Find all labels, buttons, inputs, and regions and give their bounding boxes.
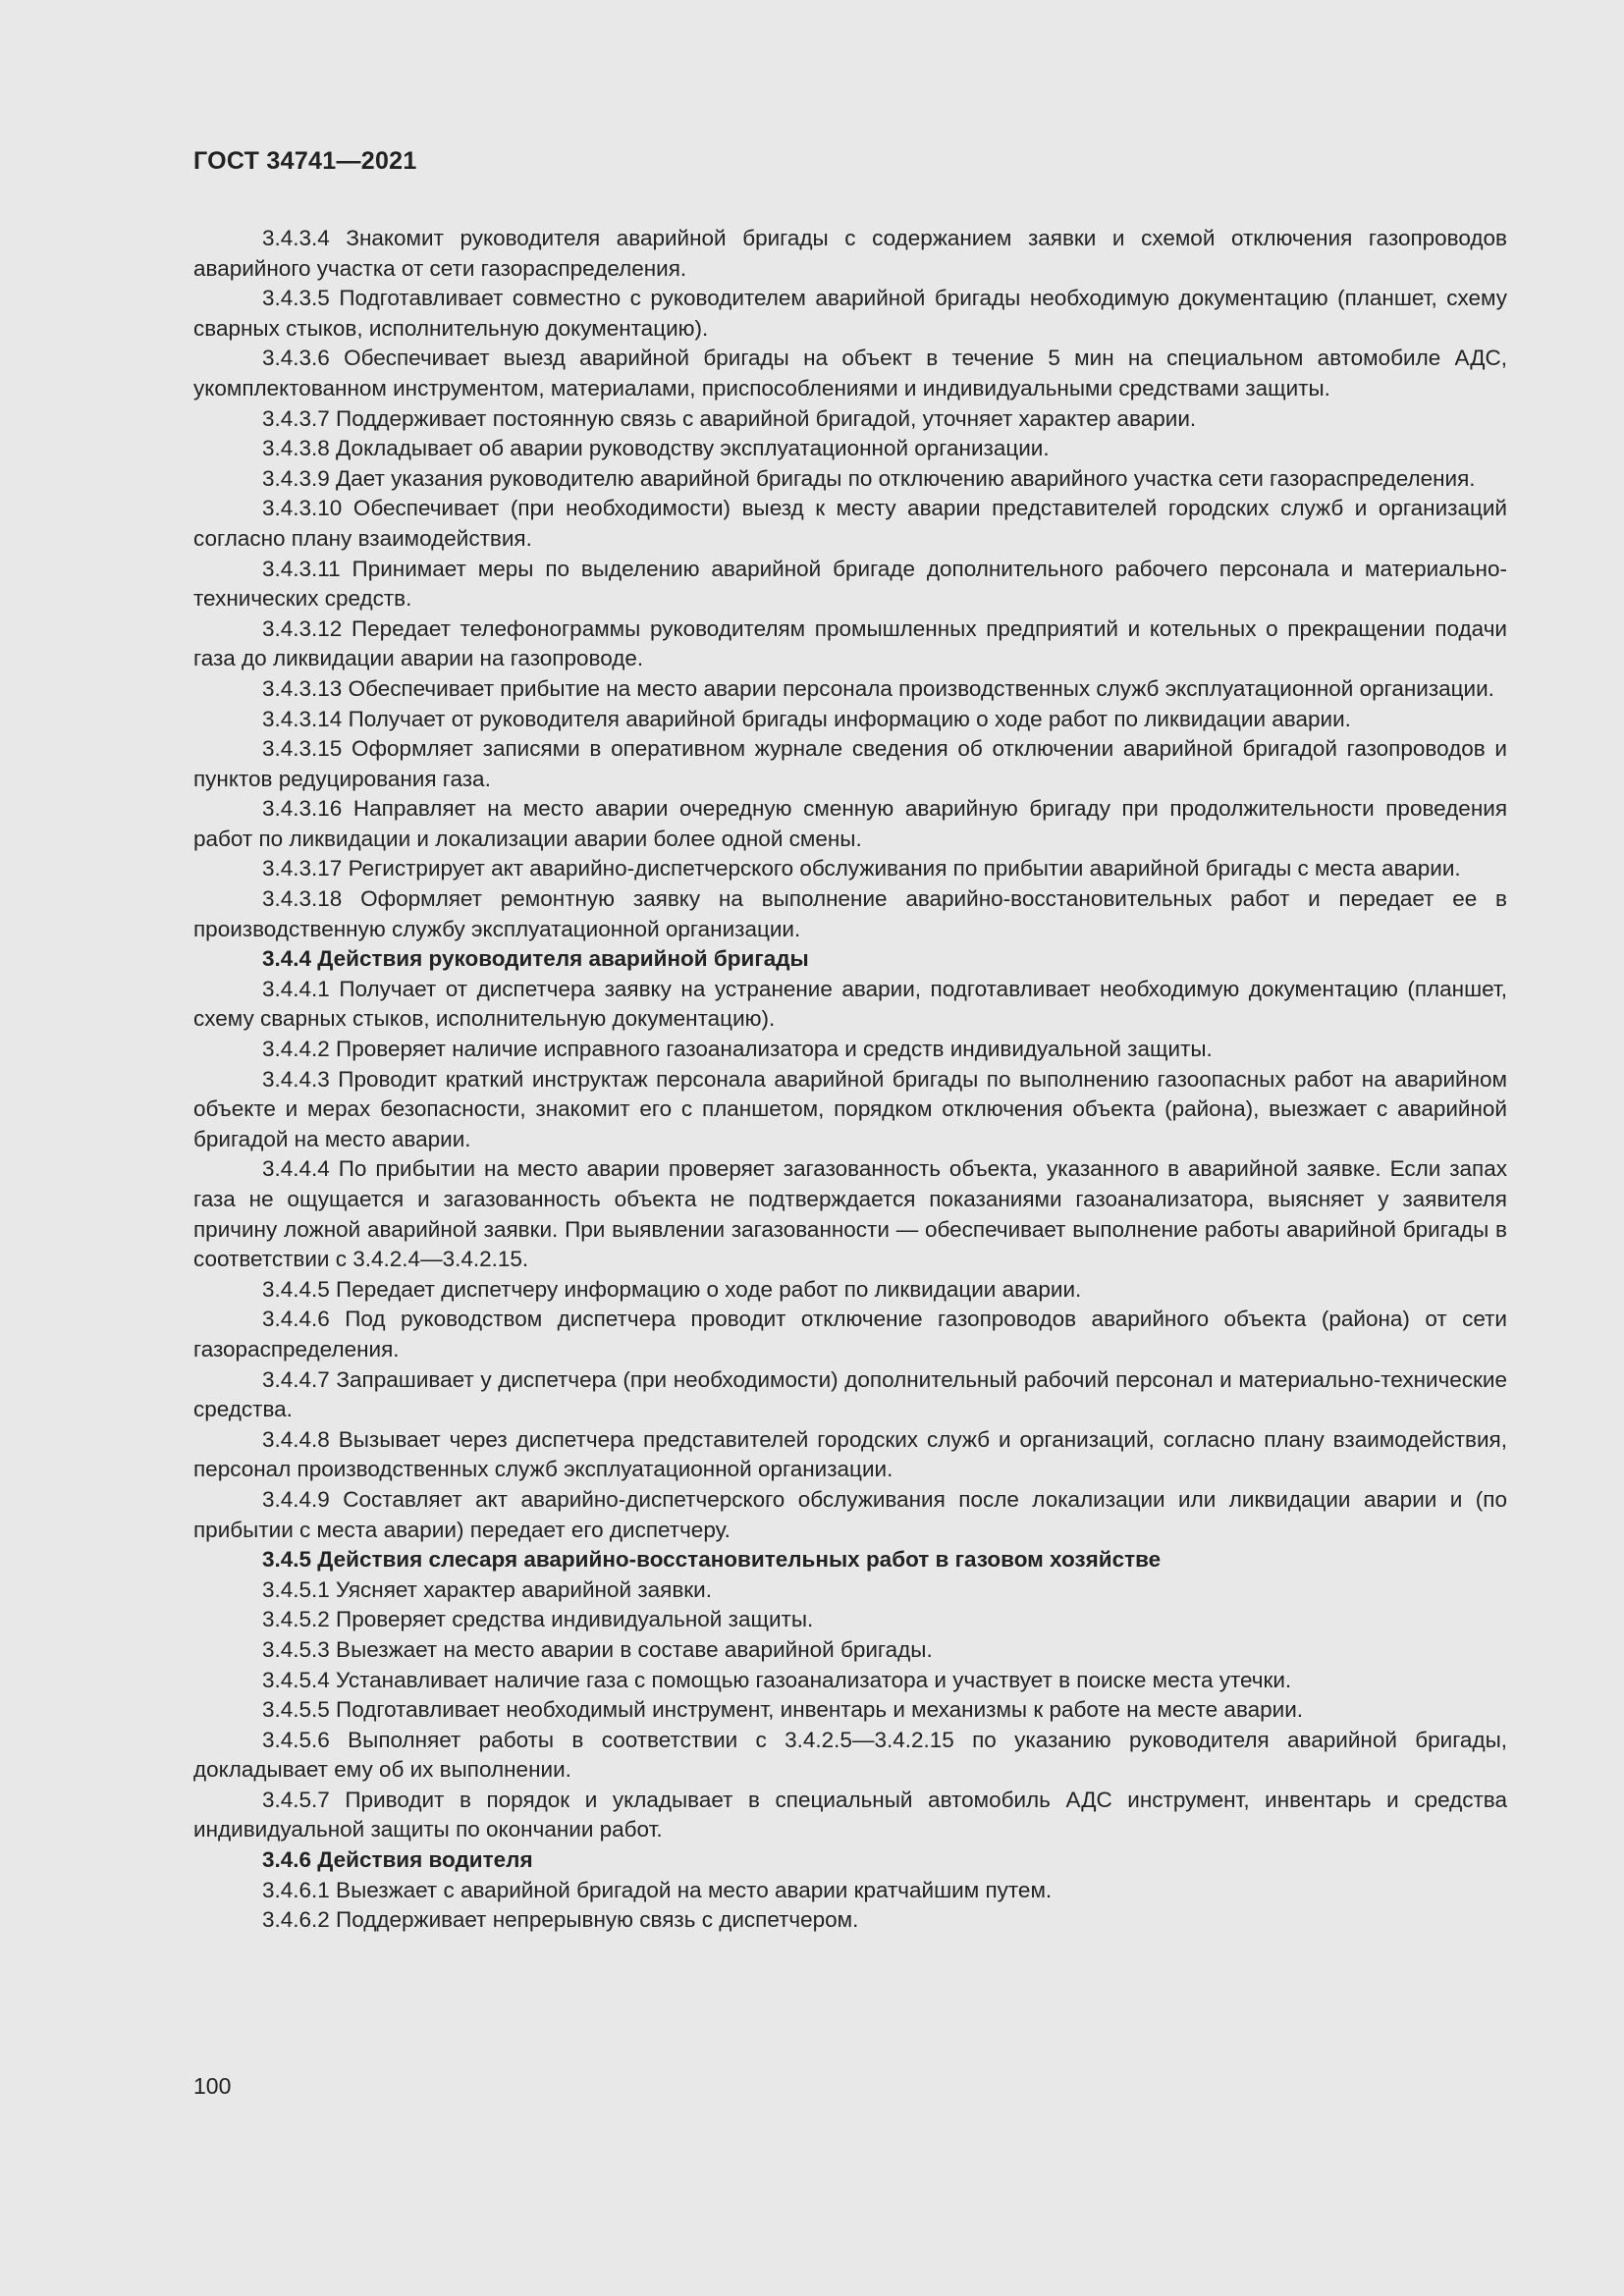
paragraph: 3.4.3.15 Оформляет записями в оперативном журнале сведения об отключении аварийной бригадой газопроводов и пунктов редуцирования газа.	[193, 736, 1507, 791]
paragraph: 3.4.4.2 Проверяет наличие исправного газоанализатора и средств индивидуальной защиты.	[262, 1037, 1213, 1062]
paragraph: 3.4.4.5 Передает диспетчеру информацию о ходе работ по ликвидации аварии.	[262, 1276, 1082, 1302]
paragraph: 3.4.6.2 Поддерживает непрерывную связь с диспетчером.	[262, 1907, 859, 1933]
paragraph: 3.4.5.6 Выполняет работы в соответствии с 3.4.2.5—3.4.2.15 по указанию руководителя аварийной бригады, докладывает ему об их выполнении.	[193, 1727, 1507, 1783]
section-heading: 3.4.6 Действия водителя	[262, 1847, 533, 1873]
section-heading: 3.4.4 Действия руководителя аварийной бригады	[262, 946, 809, 972]
paragraph: 3.4.3.4 Знакомит руководителя аварийной бригады с содержанием заявки и схемой отключения газопроводов аварийного участка от сети газораспределения.	[193, 226, 1507, 281]
paragraph: 3.4.4.9 Составляет акт аварийно-диспетчерского обслуживания после локализации или ликвидации аварии и (по прибытии с места аварии) передает его диспетчеру.	[193, 1486, 1507, 1542]
paragraph: 3.4.3.16 Направляет на место аварии очередную сменную аварийную бригаду при продолжительности проведения работ по ликвидации и локализации аварии более одной смены.	[193, 796, 1507, 851]
paragraph: 3.4.6.1 Выезжает с аварийной бригадой на место аварии кратчайшим путем.	[262, 1877, 1053, 1902]
paragraph: 3.4.5.1 Уясняет характер аварийной заявки.	[262, 1576, 712, 1602]
paragraph: 3.4.5.2 Проверяет средства индивидуальной защиты.	[262, 1607, 814, 1632]
paragraph: 3.4.3.18 Оформляет ремонтную заявку на выполнение аварийно-восстановительных работ и передает ее в производственную службу эксплуатационной организации.	[193, 886, 1507, 941]
paragraph: 3.4.4.7 Запрашивает у диспетчера (при необходимости) дополнительный рабочий персонал и материально-технические средства.	[193, 1366, 1507, 1422]
paragraph: 3.4.5.3 Выезжает на место аварии в составе аварийной бригады.	[262, 1636, 933, 1662]
paragraph: 3.4.4.3 Проводит краткий инструктаж персонала аварийной бригады по выполнению газоопасных работ на аварийном объекте и мерах безопасности, знакомит его с планшетом, порядком отключения объекта (района), выезжает с аварийной бригадой на место аварии.	[193, 1066, 1507, 1151]
paragraph: 3.4.3.9 Дает указания руководителю аварийной бригады по отключению аварийного участка сети газораспределения.	[262, 465, 1476, 491]
paragraph: 3.4.3.5 Подготавливает совместно с руководителем аварийной бригады необходимую документацию (планшет, схему сварных стыков, исполнительную документацию).	[193, 286, 1507, 341]
paragraph: 3.4.3.13 Обеспечивает прибытие на место аварии персонала производственных служб эксплуатационной организации.	[262, 675, 1494, 701]
paragraph: 3.4.5.4 Устанавливает наличие газа с помощью газоанализатора и участвует в поиске места утечки.	[262, 1667, 1292, 1692]
paragraph: 3.4.3.6 Обеспечивает выезд аварийной бригады на объект в течение 5 мин на специальном автомобиле АДС, укомплектованном инструментом, материалами, приспособлениями и индивидуальными средствами защиты.	[193, 346, 1507, 400]
document-body	[193, 224, 1507, 1936]
paragraph: 3.4.4.8 Вызывает через диспетчера представителей городских служб и организаций, согласно плану взаимодействия, персонал производственных служб эксплуатационной организации.	[193, 1426, 1507, 1482]
paragraph: 3.4.3.10 Обеспечивает (при необходимости) выезд к месту аварии представителей городских служб и организаций согласно плану взаимодействия.	[193, 496, 1507, 551]
paragraph: 3.4.3.14 Получает от руководителя аварийной бригады информацию о ходе работ по ликвидации аварии.	[262, 706, 1351, 731]
paragraph: 3.4.4.4 По прибытии на место аварии проверяет загазованность объекта, указанного в аварийной заявке. Если запах газа не ощущается и загазованность объекта не подтверждается показаниями газоанализатора, выясняет у заявителя причину ложной аварийной заявки. При выявлении загазованности — обеспечивает выполнение работы аварийной бригады в соответствии с 3.4.2.4—3.4.2.15.	[193, 1156, 1507, 1272]
paragraph: 3.4.3.7 Поддерживает постоянную связь с аварийной бригадой, уточняет характер аварии.	[262, 405, 1197, 431]
paragraph: 3.4.3.12 Передает телефонограммы руководителям промышленных предприятий и котельных о прекращении подачи газа до ликвидации аварии на газопроводе.	[193, 615, 1507, 671]
section-heading: 3.4.5 Действия слесаря аварийно-восстановительных работ в газовом хозяйстве	[262, 1547, 1162, 1573]
document-header: ГОСТ 34741—2021	[193, 147, 417, 175]
paragraph: 3.4.5.5 Подготавливает необходимый инструмент, инвентарь и механизмы к работе на месте аварии.	[262, 1697, 1304, 1723]
paragraph: 3.4.4.1 Получает от диспетчера заявку на устранение аварии, подготавливает необходимую документацию (планшет, схему сварных стыков, исполнительную документацию).	[193, 976, 1507, 1032]
paragraph: 3.4.3.8 Докладывает об аварии руководству эксплуатационной организации.	[262, 436, 1050, 461]
paragraph: 3.4.3.17 Регистрирует акт аварийно-диспетчерского обслуживания по прибытии аварийной бригады с места аварии.	[262, 856, 1461, 881]
paragraph: 3.4.4.6 Под руководством диспетчера проводит отключение газопроводов аварийного объекта (района) от сети газораспределения.	[193, 1307, 1507, 1362]
paragraph: 3.4.5.7 Приводит в порядок и укладывает в специальный автомобиль АДС инструмент, инвентарь и средства индивидуальной защиты по окончании работ.	[193, 1787, 1507, 1842]
paragraph: 3.4.3.11 Принимает меры по выделению аварийной бригаде дополнительного рабочего персонала и материально-технических средств.	[193, 556, 1507, 612]
page-number: 100	[193, 2073, 232, 2099]
